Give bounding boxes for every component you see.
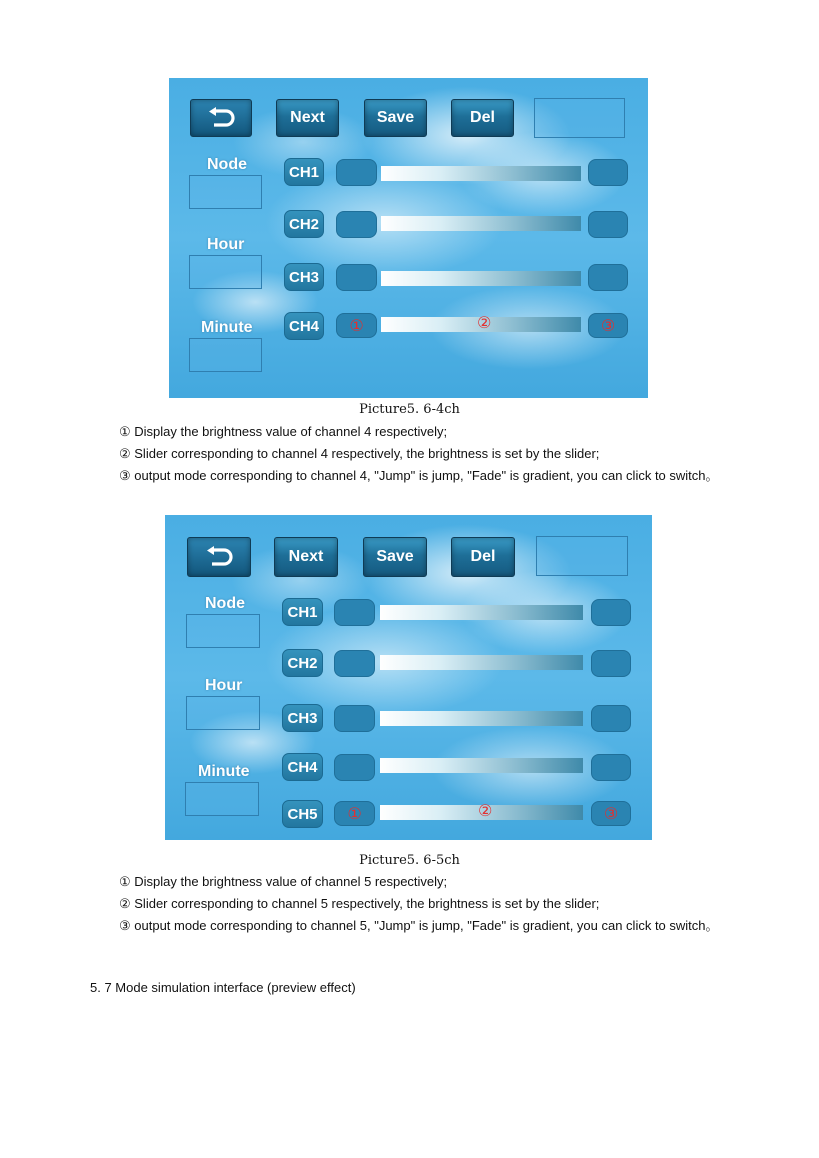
channel-label: CH3 xyxy=(282,704,323,732)
brightness-value xyxy=(334,754,375,781)
brightness-slider[interactable] xyxy=(381,216,581,231)
note-line: ① Display the brightness value of channel 4 respectively; xyxy=(119,424,448,439)
note-line: ① Display the brightness value of channel 5 respectively; xyxy=(119,874,448,889)
hour-label: Hour xyxy=(205,677,243,694)
next-button[interactable]: Next xyxy=(274,537,338,577)
minute-label: Minute xyxy=(201,319,253,336)
figure-caption: Picture5. 6-5ch xyxy=(359,853,460,868)
output-mode-button[interactable] xyxy=(591,705,631,732)
minute-label: Minute xyxy=(198,763,250,780)
channel-label: CH2 xyxy=(284,210,324,238)
output-mode-button[interactable] xyxy=(591,599,631,626)
node-label: Node xyxy=(207,156,247,173)
del-button[interactable]: Del xyxy=(451,537,515,577)
screenshot-5ch xyxy=(165,515,652,840)
output-mode-button[interactable] xyxy=(591,754,631,781)
brightness-value xyxy=(336,211,377,238)
brightness-slider[interactable] xyxy=(380,605,583,620)
del-button[interactable]: Del xyxy=(451,99,514,137)
slider-marker: ② xyxy=(478,801,493,820)
brightness-value xyxy=(334,599,375,626)
output-mode-button[interactable] xyxy=(591,650,631,677)
next-button[interactable]: Next xyxy=(276,99,339,137)
brightness-value xyxy=(334,650,375,677)
minute-input[interactable] xyxy=(189,338,262,372)
brightness-slider[interactable] xyxy=(381,271,581,286)
brightness-slider[interactable] xyxy=(380,801,583,820)
slider-marker: ② xyxy=(477,313,492,332)
channel-label: CH4 xyxy=(282,753,323,781)
brightness-value xyxy=(336,159,377,186)
back-button[interactable] xyxy=(187,537,251,577)
hour-input[interactable] xyxy=(186,696,260,730)
channel-label: CH5 xyxy=(282,800,323,828)
output-mode-button[interactable]: ③ xyxy=(588,313,628,338)
brightness-value: ① xyxy=(334,801,375,826)
section-heading: 5. 7 Mode simulation interface (preview effect) xyxy=(90,980,356,995)
note-line: ③ output mode corresponding to channel 4, "Jump" is jump, "Fade" is gradient, you can click to switch。 xyxy=(119,468,719,483)
brightness-value xyxy=(336,264,377,291)
node-input[interactable] xyxy=(186,614,260,648)
status-box xyxy=(534,98,625,138)
output-mode-button[interactable] xyxy=(588,159,628,186)
output-mode-button[interactable]: ③ xyxy=(591,801,631,826)
back-button[interactable] xyxy=(190,99,252,137)
note-line: ③ output mode corresponding to channel 5, "Jump" is jump, "Fade" is gradient, you can click to switch。 xyxy=(119,918,719,933)
brightness-slider[interactable] xyxy=(380,655,583,670)
hour-label: Hour xyxy=(207,236,245,253)
back-arrow-icon xyxy=(204,546,234,568)
output-mode-button[interactable] xyxy=(588,211,628,238)
note-line: ② Slider corresponding to channel 5 respectively, the brightness is set by the slider; xyxy=(119,896,600,911)
brightness-slider[interactable] xyxy=(381,313,581,332)
minute-input[interactable] xyxy=(185,782,259,816)
save-button[interactable]: Save xyxy=(364,99,427,137)
channel-label: CH2 xyxy=(282,649,323,677)
brightness-slider[interactable] xyxy=(381,166,581,181)
save-button[interactable]: Save xyxy=(363,537,427,577)
brightness-value xyxy=(334,705,375,732)
output-mode-button[interactable] xyxy=(588,264,628,291)
channel-label: CH3 xyxy=(284,263,324,291)
channel-label: CH1 xyxy=(282,598,323,626)
brightness-slider[interactable] xyxy=(380,711,583,726)
hour-input[interactable] xyxy=(189,255,262,289)
node-input[interactable] xyxy=(189,175,262,209)
brightness-value: ① xyxy=(336,313,377,338)
status-box xyxy=(536,536,628,576)
brightness-slider[interactable] xyxy=(380,758,583,773)
note-line: ② Slider corresponding to channel 4 respectively, the brightness is set by the slider; xyxy=(119,446,600,461)
channel-label: CH1 xyxy=(284,158,324,186)
back-arrow-icon xyxy=(206,107,236,129)
channel-label: CH4 xyxy=(284,312,324,340)
node-label: Node xyxy=(205,595,245,612)
figure-caption: Picture5. 6-4ch xyxy=(359,402,460,417)
screenshot-4ch xyxy=(169,78,648,398)
